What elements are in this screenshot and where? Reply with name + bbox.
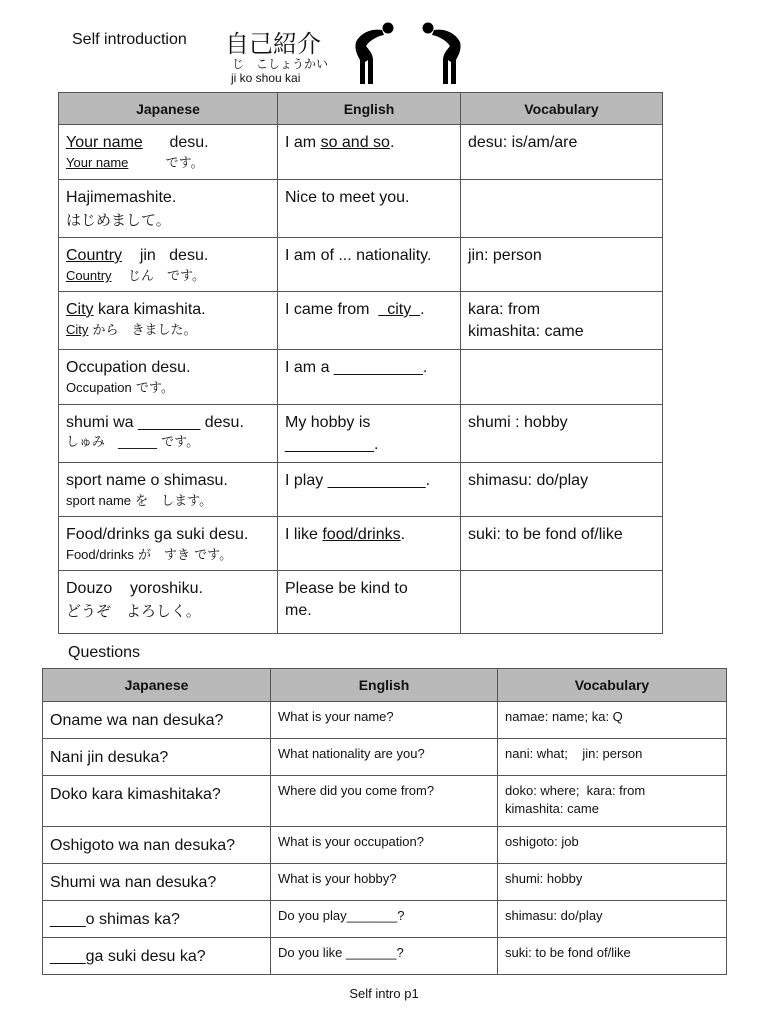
english-line	[285, 357, 454, 379]
table-header-row	[43, 669, 727, 702]
table-row	[59, 517, 663, 571]
bowing-person-icon	[352, 20, 400, 86]
japanese-romaji-line	[66, 187, 271, 209]
japanese-cell	[59, 463, 278, 517]
japanese-cell	[59, 180, 278, 238]
text-segment: .	[400, 526, 406, 543]
japanese-romaji-line	[66, 357, 271, 379]
english-cell	[278, 350, 461, 405]
question-vocabulary-cell	[498, 776, 727, 827]
vocabulary-cell	[461, 350, 663, 405]
vocabulary-line: nani: what; jin: person	[505, 746, 643, 761]
column-header-english: English	[278, 93, 461, 125]
vocabulary-line: kimashita: came	[505, 801, 599, 816]
english-line: me.	[285, 602, 312, 619]
question-vocabulary-cell	[498, 901, 727, 938]
table-row	[43, 864, 727, 901]
japanese-romaji-line	[66, 412, 271, 434]
title-kana-reading: じ こしょうかい	[232, 57, 329, 71]
text-segment: はじめまして。	[66, 211, 171, 229]
japanese-cell	[59, 292, 278, 350]
vocabulary-line: doko: where; kara: from	[505, 783, 646, 798]
text-segment: です。	[131, 381, 174, 396]
text-segment: じん です。	[111, 269, 206, 284]
question-japanese-cell: Oshigoto wa nan desuka?	[43, 827, 271, 864]
text-segment: が すき です。	[133, 548, 233, 563]
text-segment: Your name	[66, 134, 143, 151]
text-segment: jin desu.	[122, 247, 209, 264]
question-japanese-cell: Doko kara kimashitaka?	[43, 776, 271, 827]
english-line	[285, 412, 454, 434]
table-row	[59, 180, 663, 238]
table-row	[59, 350, 663, 405]
text-segment: I am a __________.	[285, 359, 428, 376]
question-japanese-cell: ____ga suki desu ka?	[43, 938, 271, 975]
english-line	[285, 524, 454, 546]
question-english-cell: What nationality are you?	[271, 739, 498, 776]
japanese-romaji-line	[66, 299, 271, 321]
vocabulary-line: suki: to be fond of/like	[505, 945, 631, 960]
text-segment: My hobby is	[285, 414, 371, 431]
table-row	[59, 238, 663, 292]
page-footer: Self intro p1	[349, 986, 419, 1001]
text-segment: I am	[285, 134, 321, 151]
table-row	[43, 938, 727, 975]
japanese-cell	[59, 238, 278, 292]
japanese-romaji-line	[66, 132, 271, 154]
text-segment: sport name	[66, 493, 132, 508]
japanese-kana-line	[66, 154, 271, 173]
vocabulary-line: jin: person	[468, 247, 542, 264]
vocabulary-cell	[461, 463, 663, 517]
text-segment: Food/drinks	[66, 547, 134, 562]
text-segment: I like	[285, 526, 323, 543]
table-row	[59, 463, 663, 517]
questions-heading: Questions	[68, 644, 141, 661]
column-header-japanese: Japanese	[59, 93, 278, 125]
page-title: Self introduction	[72, 31, 187, 48]
english-cell	[278, 292, 461, 350]
text-segment: food/drinks	[322, 526, 401, 543]
question-english-cell: What is your name?	[271, 702, 498, 739]
vocabulary-cell	[461, 180, 663, 238]
vocabulary-line: kara: from	[468, 301, 541, 318]
vocabulary-line: shimasu: do/play	[505, 908, 603, 923]
table-row	[59, 405, 663, 463]
japanese-kana-line	[66, 434, 271, 452]
english-cell	[278, 125, 461, 180]
vocabulary-line: oshigoto: job	[505, 834, 579, 849]
self-introduction-table	[58, 92, 663, 634]
japanese-kana-line	[66, 492, 271, 511]
questions-table	[42, 668, 727, 975]
english-line	[285, 245, 454, 267]
text-segment: Food/drinks ga suki desu.	[66, 526, 249, 543]
japanese-cell	[59, 350, 278, 405]
text-segment: so and so	[320, 134, 390, 151]
question-japanese-cell: ____o shimas ka?	[43, 901, 271, 938]
page-title-japanese: 自己紹介	[225, 30, 321, 58]
bowing-person-icon	[418, 20, 466, 86]
english-line: __________.	[285, 436, 379, 453]
question-vocabulary-cell	[498, 827, 727, 864]
text-segment: I play ___________.	[285, 472, 431, 489]
japanese-kana-line	[66, 546, 271, 565]
text-segment: City	[66, 301, 94, 318]
question-english-cell: Where did you come from?	[271, 776, 498, 827]
text-segment: kara kimashita.	[93, 301, 206, 318]
question-vocabulary-cell	[498, 739, 727, 776]
vocabulary-line: shumi : hobby	[468, 414, 568, 431]
vocabulary-line: suki: to be fond of/like	[468, 526, 623, 543]
table-row	[43, 776, 727, 827]
question-english-cell: What is your hobby?	[271, 864, 498, 901]
text-segment: shumi wa _______ desu.	[66, 414, 244, 431]
english-cell	[278, 180, 461, 238]
japanese-cell	[59, 571, 278, 634]
text-segment: Your name	[66, 155, 129, 170]
page-header	[0, 0, 768, 92]
table-header-row	[59, 93, 663, 125]
question-japanese-cell: Shumi wa nan desuka?	[43, 864, 271, 901]
english-cell	[278, 405, 461, 463]
text-segment: Hajimemashite.	[66, 189, 177, 206]
text-segment: I came from	[285, 301, 379, 318]
vocabulary-cell	[461, 571, 663, 634]
text-segment: city	[378, 301, 421, 318]
question-english-cell: Do you like _______?	[271, 938, 498, 975]
japanese-cell	[59, 405, 278, 463]
english-line	[285, 470, 454, 492]
vocabulary-line: desu: is/am/are	[468, 134, 578, 151]
japanese-romaji-line	[66, 578, 271, 600]
column-header-japanese: Japanese	[43, 669, 271, 702]
question-english-cell: What is your occupation?	[271, 827, 498, 864]
text-segment: .	[389, 134, 395, 151]
japanese-kana-line	[66, 321, 271, 340]
english-cell	[278, 463, 461, 517]
english-line	[285, 578, 454, 600]
japanese-cell	[59, 517, 278, 571]
vocabulary-cell	[461, 517, 663, 571]
english-cell	[278, 571, 461, 634]
table-row	[43, 901, 727, 938]
text-segment: しゅみ ______ です。	[66, 435, 200, 450]
text-segment: を します。	[131, 494, 213, 509]
vocabulary-cell	[461, 405, 663, 463]
japanese-cell	[59, 125, 278, 180]
table-row	[43, 702, 727, 739]
text-segment: City	[66, 322, 89, 337]
text-segment: Country	[66, 247, 123, 264]
vocabulary-line: shumi: hobby	[505, 871, 583, 886]
question-vocabulary-cell	[498, 702, 727, 739]
japanese-romaji-line	[66, 245, 271, 267]
japanese-romaji-line	[66, 524, 271, 546]
table-row	[43, 827, 727, 864]
question-english-cell: Do you play_______?	[271, 901, 498, 938]
english-line	[285, 299, 454, 321]
table-row	[59, 125, 663, 180]
vocabulary-line: namae: name; ka: Q	[505, 709, 623, 724]
table-row	[59, 571, 663, 634]
question-vocabulary-cell	[498, 938, 727, 975]
column-header-english: English	[271, 669, 498, 702]
text-segment: から きました。	[88, 323, 197, 338]
english-cell	[278, 517, 461, 571]
text-segment: Country	[66, 268, 112, 283]
text-segment: desu.	[142, 134, 209, 151]
vocabulary-cell	[461, 125, 663, 180]
text-segment: sport name o shimasu.	[66, 472, 228, 489]
vocabulary-line: shimasu: do/play	[468, 472, 589, 489]
text-segment: です。	[128, 156, 204, 171]
vocabulary-line: kimashita: came	[468, 323, 584, 340]
vocabulary-cell	[461, 238, 663, 292]
japanese-kana-line	[66, 267, 271, 286]
text-segment: .	[420, 301, 425, 318]
japanese-kana-line	[66, 600, 271, 622]
question-japanese-cell: Oname wa nan desuka?	[43, 702, 271, 739]
text-segment: Occupation desu.	[66, 359, 191, 376]
japanese-kana-line	[66, 209, 271, 231]
english-cell	[278, 238, 461, 292]
vocabulary-cell	[461, 292, 663, 350]
column-header-vocabulary: Vocabulary	[461, 93, 663, 125]
text-segment: Nice to meet you.	[285, 189, 410, 206]
question-japanese-cell: Nani jin desuka?	[43, 739, 271, 776]
text-segment: Douzo yoroshiku.	[66, 580, 203, 597]
table-row	[59, 292, 663, 350]
text-segment: Please be kind to	[285, 580, 408, 597]
text-segment: I am of ... nationality.	[285, 247, 432, 264]
table-row	[43, 739, 727, 776]
english-line	[285, 187, 454, 209]
column-header-vocabulary: Vocabulary	[498, 669, 727, 702]
question-vocabulary-cell	[498, 864, 727, 901]
text-segment: Occupation	[66, 380, 132, 395]
japanese-romaji-line	[66, 470, 271, 492]
english-line	[285, 132, 454, 154]
text-segment: どうぞ よろしく。	[66, 602, 201, 620]
japanese-kana-line	[66, 379, 271, 398]
title-romaji-reading: ji ko shou kai	[231, 71, 301, 85]
